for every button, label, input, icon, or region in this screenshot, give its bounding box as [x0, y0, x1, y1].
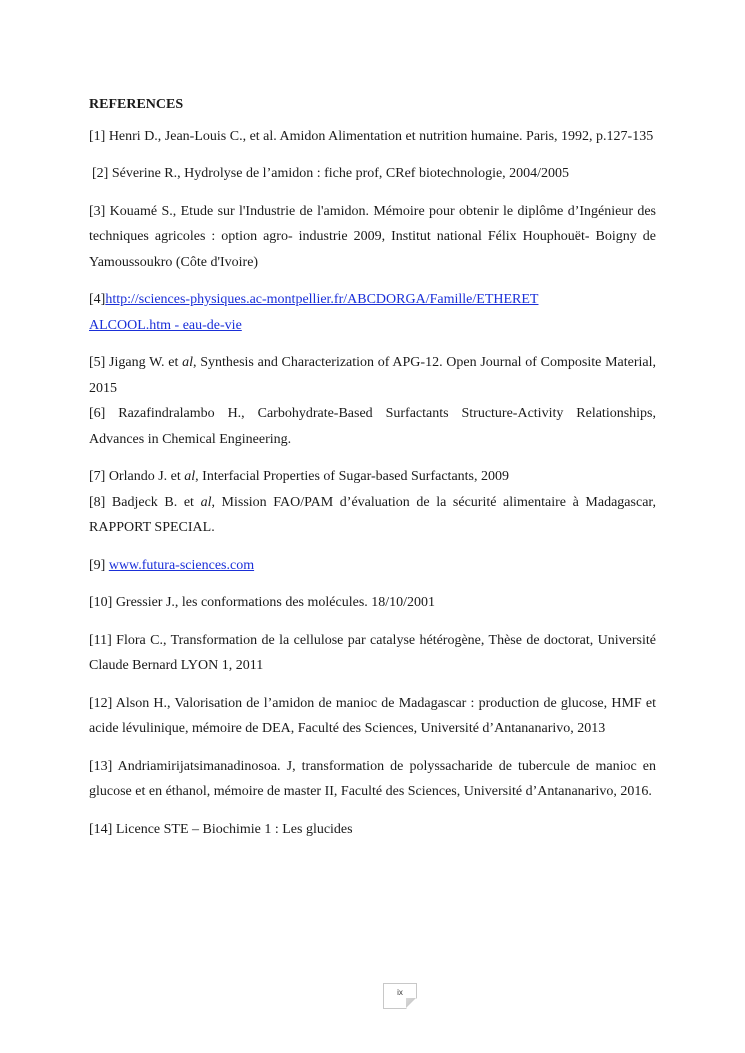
reference-4-link-part1[interactable]: http://sciences-physiques.ac-montpellier.fr/ABCDORGA/Famille/ETHERET [105, 292, 539, 307]
reference-10: [10] Gressier J., les conformations des molécules. 18/10/2001 [89, 595, 436, 610]
reference-4 [89, 287, 656, 338]
reference-13: [13] Andriamirijatsimanadinosoa. J, transformation de polyssacharide de tubercule de manioc en glucose et en éthanol, mémoire de master II, Faculté des Sciences, Université d’Antananarivo, 2016. [89, 758, 656, 799]
reference-4-link-part2[interactable]: ALCOOL.htm - eau-de-vie [89, 317, 242, 333]
reference-5-etal: al [182, 355, 193, 370]
reference-7-etal: al [184, 469, 196, 484]
reference-11: [11] Flora C., Transformation de la cellulose par catalyse hétérogène, Thèse de doctorat, Université Claude Bernard LYON 1, 2011 [89, 632, 656, 673]
reference-3: [3] Kouamé S., Etude sur l'Industrie de l'amidon. Mémoire pour obtenir le diplôme d’Ingénieur des techniques agricoles : option agro- industrie 2009, Institut national Félix Houphouët- Boigny de Yamoussoukro (Côte d'Ivoire) [89, 203, 656, 270]
reference-7-rest: , Interfacial Properties of Sugar-based Surfactants, 2009 [195, 469, 509, 484]
reference-14: [14] Licence STE – Biochimie 1 : Les glucides [89, 821, 353, 837]
reference-9-prefix: [9] [89, 557, 109, 573]
reference-8-text: [8] Badjeck B. et [89, 494, 201, 510]
reference-7 [89, 464, 656, 490]
reference-4-prefix: [4] [89, 292, 106, 307]
reference-8 [89, 490, 656, 541]
references-page [89, 92, 656, 854]
reference-5-rest: , Synthesis and Characterization of APG-12. Open Journal of Composite Material, 2015 [89, 355, 656, 396]
references-heading: REFERENCES [89, 97, 184, 112]
reference-1: [1] Henri D., Jean-Louis C., et al. Amidon Alimentation et nutrition humaine. Paris, 1992, p.127-135 [89, 128, 654, 144]
reference-12: [12] Alson H., Valorisation de l’amidon de manioc de Madagascar : production de glucose, HMF et acide lévulinique, mémoire de DEA, Faculté des Sciences, Université d’Antananarivo, 2013 [89, 695, 656, 736]
reference-9-link[interactable]: www.futura-sciences.com [108, 557, 255, 573]
reference-7-text: [7] Orlando J. et [89, 469, 185, 484]
reference-2: [2] Séverine R., Hydrolyse de l’amidon : fiche prof, CRef biotechnologie, 2004/2005 [92, 166, 570, 181]
page-number: ix [397, 988, 403, 997]
reference-9 [89, 553, 656, 579]
page-number-box [383, 983, 417, 1009]
reference-6: [6] Razafindralambo H., Carbohydrate-Based Surfactants Structure-Activity Relationships, Advances in Chemical Engineering. [89, 406, 656, 447]
reference-5-text: [5] Jigang W. et [89, 355, 183, 370]
reference-8-etal: al [200, 494, 212, 510]
reference-8-rest: , Mission FAO/PAM d’évaluation de la sécurité alimentaire à Madagascar, RAPPORT SPECIAL. [89, 494, 657, 535]
reference-5 [89, 350, 656, 401]
